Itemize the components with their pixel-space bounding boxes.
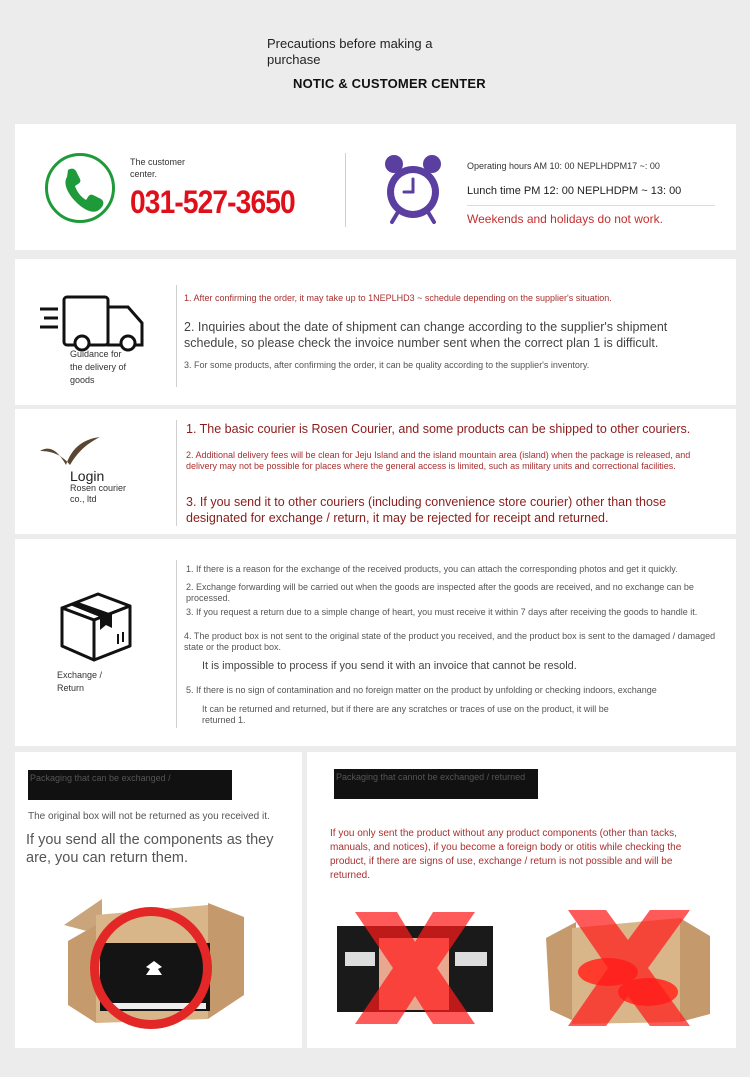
exchange-item-5: 5. If there is no sign of contamination and no foreign matter on the product by unfolding or checking indoors, exchange — [186, 685, 657, 695]
precautions-title: Precautions before making a purchase — [267, 36, 433, 67]
packaging-no-bar: Packaging that cannot be exchanged / returned — [334, 769, 538, 799]
exchange-item-5-note: It can be returned and returned, but if there are any scratches or traces of use on the product, it will be returned 1. — [202, 704, 609, 725]
divider — [176, 560, 177, 728]
packaging-ok-bar: Packaging that can be exchanged / — [28, 770, 232, 800]
divider — [467, 205, 715, 206]
page-title: NOTIC & CUSTOMER CENTER — [293, 76, 486, 91]
delivery-item-2: 2. Inquiries about the date of shipment can change according to the supplier's shipment schedule, so please check the invoice number sent when the correct plan 1 is difficult. — [184, 320, 668, 350]
weekends-note: Weekends and holidays do not work. — [467, 212, 663, 226]
packaging-ok-note: The original box will not be returned as you received it. — [28, 811, 270, 822]
delivery-item-1: 1. After confirming the order, it may take up to 1NEPLHD3 ~ schedule depending on the supplier's situation. — [184, 293, 612, 303]
packaging-no-text: If you only sent the product without any product components (other than tacks, manuals, and notices), if you become a foreign body or otitis while checking the product, if there are signs of use, exchange / return is not possible and will be returned. — [330, 828, 682, 881]
divider — [176, 285, 177, 387]
lunch-time: Lunch time PM 12: 00 NEPLHDPM ~ 13: 00 — [467, 185, 682, 197]
exchange-item-4-note: It is impossible to process if you send it with an invoice that cannot be resold. — [202, 660, 577, 672]
exchange-item-3: 3. If you request a return due to a simple change of heart, you must receive it within 7 days after receiving the goods to handle it. — [186, 607, 698, 617]
courier-item-2: 2. Additional delivery fees will be clean for Jeju Island and the island mountain area (island) when the package is released, and delivery may not be possible for places where the general access is limited, such as military units and correctional facilities. — [186, 450, 691, 471]
divider — [176, 420, 177, 526]
customer-center-label: The customer center. — [130, 157, 186, 179]
alarm-clock-icon — [384, 152, 442, 224]
delivery-label: Guidance for the delivery of goods — [70, 349, 127, 385]
courier-item-3: 3. If you send it to other couriers (including convenience store courier) other than those designated for exchange / return, it may be rejected for receipt and returned. — [186, 495, 667, 525]
phone-number[interactable]: 031-527-3650 — [130, 184, 295, 220]
exchange-item-2: 2. Exchange forwarding will be carried out when the goods are inspected after the goods are received, and no exchange can be processed. — [186, 582, 694, 603]
exchange-item-4: 4. The product box is not sent to the original state of the product you received, and the product box is sent to the damaged / damaged state or the product box. — [184, 631, 716, 652]
operating-hours: Operating hours AM 10: 00 NEPLHDPM17 ~: 00 — [467, 161, 660, 171]
used-product-image — [540, 910, 715, 1028]
allowed-circle-icon — [90, 907, 212, 1029]
product-only-image — [335, 912, 495, 1027]
phone-icon — [45, 153, 115, 223]
packaging-ok-text: If you send all the components as they are, you can return them. — [26, 832, 274, 866]
divider — [345, 153, 346, 227]
courier-label-sub: Rosen courier co., ltd — [70, 483, 127, 504]
delivery-truck-icon — [38, 293, 148, 353]
exchange-label: Exchange / Return — [57, 670, 103, 693]
box-with-product-image — [58, 895, 253, 1035]
courier-logo-icon — [38, 435, 102, 467]
courier-label-main: Login — [70, 468, 105, 484]
courier-item-1: 1. The basic courier is Rosen Courier, and some products can be shipped to other couriers. — [186, 422, 691, 436]
delivery-item-3: 3. For some products, after confirming the order, it can be quality according to the supplier's inventory. — [184, 360, 590, 370]
package-box-icon — [58, 588, 134, 664]
exchange-item-1: 1. If there is a reason for the exchange of the received products, you can attach the corresponding photos and get it quickly. — [186, 564, 678, 574]
